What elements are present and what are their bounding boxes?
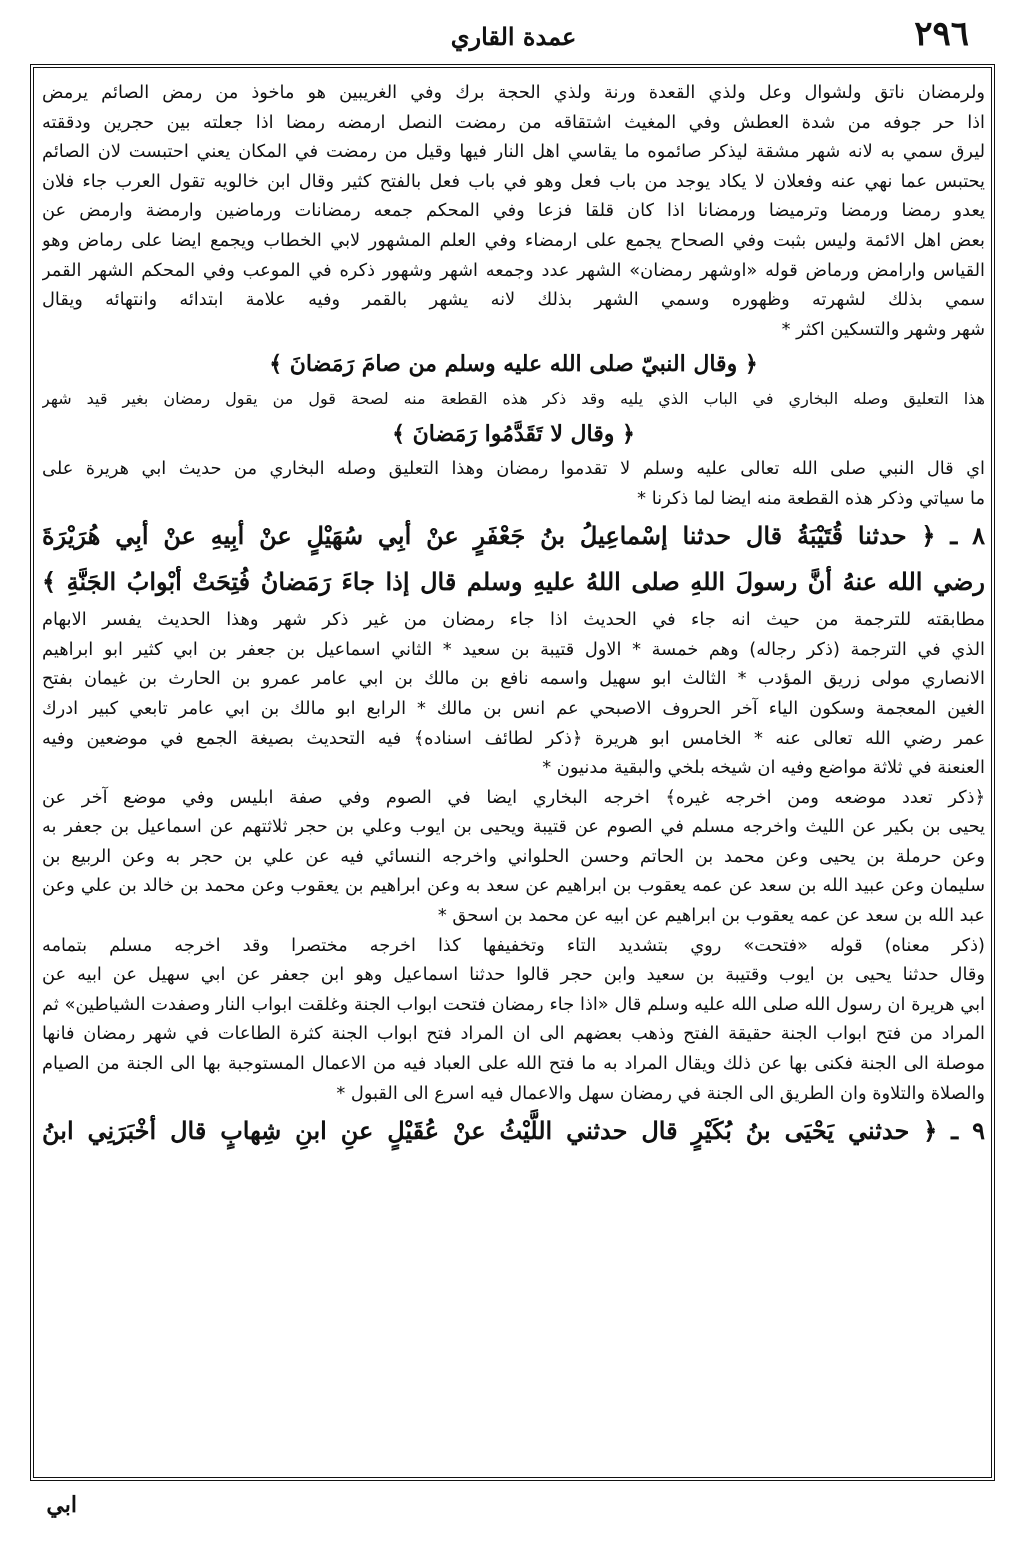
body-line: الغين المعجمة وسكون الياء آخر الحروف الاصبحي عم انس بن مالك * الرابع ابو مالك بن ابي عامر تابعي كبير ادرك [42,697,985,719]
body-line: يحيى بن بكير عن الليث واخرجه مسلم في الصوم عن قتيبة ويحيى بن ايوب وعلي بن حجر ثلاثتهم عن اسماعيل بن جعفر به [42,816,985,838]
body-line: سمي بذلك لشهرته وظهوره وسمي الشهر بذلك لانه يشهر بالقمر وفيه علامة ابتدائه وانتهائه ويقال [42,289,985,311]
body-line: موصلة الى الجنة فكنى بها عن ذلك ويقال المراد به ما فتح الله على العباد فيه من الاعمال المستوجبة بها الى الجنة من الصيام [42,1053,985,1075]
hadith-text: رضي الله عنهُ أنَّ رسولَ اللهِ صلى اللهُ عليهِ وسلم قال إذا جاءَ رَمَضانُ فُتِحَتْ أبْوابُ الجَنَّةِ ﴾ [42,567,985,597]
body-line: الانصاري مولى زريق المؤدب * الثالث ابو سهيل واسمه نافع بن مالك بن ابي عامر عمرو بن الحارث بن غيمان بفتح [42,668,985,690]
page-number: ٢٩٦ [914,14,969,54]
body-line: القياس وارامض ورماض قوله «اوشهر رمضان» الشهر عدد وجمعه اشهر وشهور ذكره في الموعب وفي المحكم الشهر القمر [42,259,985,281]
body-line: وعن حرملة بن يحيى وعن محمد بن الحاتم وحسن الحلواني واخرجه النسائي فيه عن علي بن حجر به وعن الربيع بن [42,845,985,867]
body-line: بعض اهل الائمة وليس بثبت وفي الصحاح يجمع على ارمضاء وفي العلم المشهور لابي الخطاب ويجمع ايضا على رماض وهو [42,229,985,251]
body-line: العنعنة في ثلاثة مواضع وفيه ان شيخه بلخي والبقية مدنيون * [542,757,985,779]
body-line: الذي في الترجمة (ذكر رجاله) وهم خمسة * الاول قتيبة بن سعيد * الثاني اسماعيل بن جعفر بن ابي كثير ابو ابراهيم [42,638,985,660]
body-line: اذا حر جوفه من شدة العطش وفي المغيث اشتقاقه من رمضت النصل ارمضه رمضا اذا جعلته بين حجرين ودققته [42,111,985,133]
page-body [42,78,985,1154]
body-line: وقال حدثنا يحيى بن ايوب وقتيبة بن سعيد وابن حجر قالوا حدثنا اسماعيل وهو ابن جعفر عن ابي سهيل عن ابيه عن [42,964,985,986]
commentary-note: هذا التعليق وصله البخاري في الباب الذي يليه وقد ذكر هذه القطعة منه لصحة قول من يقول رمضان بغير قيد شهر [42,389,985,409]
body-line: مطابقته للترجمة من حيث انه جاء في الحديث اذا جاء رمضان من غير ذكر شهر وهذا الحديث يفسر الابهام [42,609,985,631]
body-line: ليرق سمي به لانه شهر مشقة ليذكر صائموه ما يقاسي اهل النار فيها وقيل من رمضت في المكان يعني احتبست لان الصائم [42,141,985,163]
body-line: المراد من فتح ابواب الجنة حقيقة الفتح وذهب بعضهم الى ان المراد فتح ابواب الجنة كثرة الطاعات في شهر رمضان فانها [42,1023,985,1045]
chapter-heading: ﴿ وقال النبيّ صلى الله عليه وسلم من صامَ رَمَضانَ ﴾ [269,351,758,378]
hadith-text: ٨ ـ ﴿ حدثنا قُتَيْبَةُ قال حدثنا إسْماعِيلُ بنُ جَعْفَرٍ عنْ أبِي سُهَيْلٍ عنْ أبِيهِ عنْ أبِي هُرَيْرَةَ [42,521,985,551]
body-line: ولرمضان ناتق ولشوال وعل ولذي القعدة ورنة ولذي الحجة برك وفي الغريبين هو ماخوذ من رمض الصائم يرمض [42,82,985,103]
body-line: عمر رضي الله تعالى عنه * الخامس ابو هريرة ﴿ذكر لطائف اسناده﴾ فيه التحديث بصيغة الجمع في موضعين وفيه [42,727,985,749]
body-line: سليمان وعن عبيد الله بن سعد عن عمه يعقوب بن ابراهيم عن سعد به وعن ابراهيم بن يعقوب وعن محمد بن خالد بن علي وعن [42,875,985,897]
hadith-text: ٩ ـ ﴿ حدثني يَحْيَى بنُ بُكَيْرٍ قال حدثني اللَّيْثُ عنْ عُقَيْلٍ عنِ ابنِ شِهابٍ قال أخْبَرَنِي ابنُ [42,1116,985,1146]
running-title: عمدة القاري [450,22,577,51]
body-line: (ذكر معناه) قوله «فتحت» روي بتشديد التاء وتخفيفها كذا اخرجه مختصرا وقد اخرجه مسلم بتمامه [42,934,985,956]
body-line: يعدو رمضا ورمضا وترميضا ورمضانا اذا كان قلقا فزعا وفي المحكم جمعه رمضانات ورماضين وارمضة وارمض عن [42,200,985,222]
chapter-heading: ﴿ وقال لا تَقَدَّمُوا رَمَضانَ ﴾ [392,420,635,447]
body-line: اي قال النبي صلى الله تعالى عليه وسلم لا تقدموا رمضان وهذا التعليق وصله البخاري من حديث ابي هريرة على [42,457,985,479]
body-line: يحتبس عما نهي عنه وفعلان لا يكاد يوجد من باب فعل وهو في باب فعل بالفتح كثير وقال ابن خالويه تقول العرب جاء فلان [42,170,985,192]
body-line: والصلاة والتلاوة وان الطريق الى الجنة في رمضان سهل والاعمال فيه اسرع الى القبول * [336,1082,985,1104]
body-line: ابي هريرة ان رسول الله صلى الله عليه وسلم قال «اذا جاء رمضان فتحت ابواب الجنة وغلقت ابواب النار وصفدت الشياطين» ثم [42,993,985,1015]
catchword: ابي [46,1492,77,1518]
body-line: شهر وشهر والتسكين اكثر * [781,318,985,340]
body-line: ما سياتي وذكر هذه القطعة منه ايضا لما ذكرنا * [637,487,985,509]
body-line: عبد الله بن سعد عن عمه يعقوب بن ابراهيم عن ابيه عن محمد بن اسحق * [437,905,985,927]
body-line: ﴿ذكر تعدد موضعه ومن اخرجه غيره﴾ اخرجه البخاري ايضا في الصوم وفي صفة ابليس وفي موضع آخر عن [42,786,985,808]
